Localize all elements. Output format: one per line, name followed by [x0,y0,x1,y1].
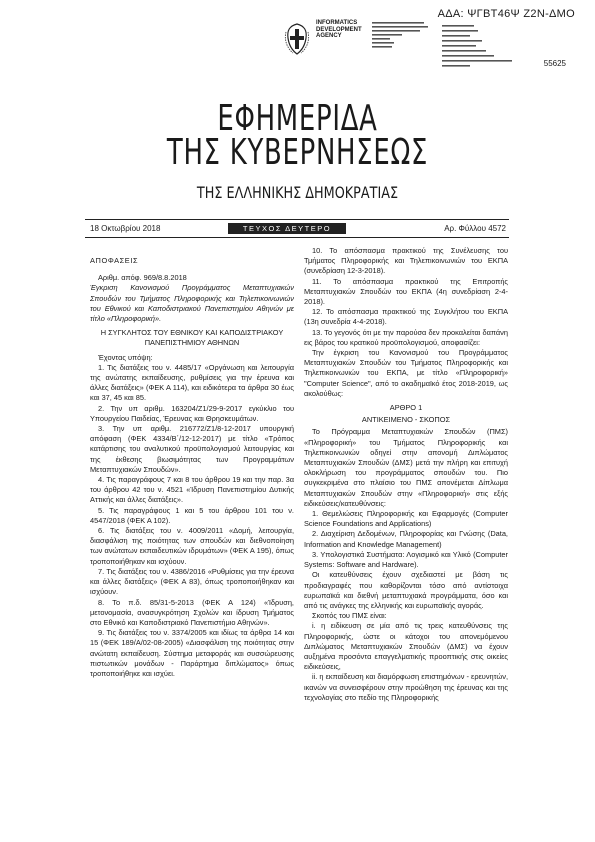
consideration-item: 13. Το γεγονός ότι με την παρούσα δεν προκαλείται δαπάνη εις βάρος του κρατικού προϋπολογισμού, αποφασίζει: [304,327,508,347]
consideration-item: 11. Το απόσπασμα πρακτικού της Επιτροπής Μεταπτυχιακών Σπουδών του ΕΚΠΑ (4η συνεδρίαση 2-4-2018). [304,276,508,307]
gazette-subtitle: ΤΗΣ ΕΛΛΗΝΙΚΗΣ ΔΗΜΟΚΡΑΤΙΑΣ [196,183,399,202]
header-rule-bottom [85,237,509,238]
consideration-item: 3. Την υπ αριθμ. 216772/Ζ1/8-12-2017 υπουργική απόφαση (ΦΕΚ 4334/Β΄/12-12-2017) με τίτλο «Τρόπος κατάρτισης του αναλυτικού προϋπολογισμού λειτουργίας και της έκθεσης βιωσιμότητας των Προγραμμάτων Μεταπτυχιακών Σπουδών». [90,424,294,474]
stamp-line: DEVELOPMENT [316,26,362,33]
decision-reference: Αριθμ. απόφ. 969/8.8.2018 [98,273,187,283]
purpose-item: ii. η εκπαίδευση και διαμόρφωση επιστημόνων - ερευνητών, ικανών να συνεισφέρουν στην προώθηση της έρευνας και της τεχνολογίας στο πεδίο της Πληροφορικής [304,672,508,702]
right-column [304,246,508,703]
consideration-item: 4. Τις παραγράφους 7 και 8 του άρθρου 19 και την παρ. 3α του άρθρου 42 του ν. 4521 «Ίδρυση Πανεπιστημίου Δυτικής Αττικής και άλλες διατάξεις». [90,475,294,505]
left-column [90,256,294,679]
issue-date: 18 Οκτωβρίου 2018 [90,224,161,233]
specialization-item: 3. Υπολογιστικά Συστήματα: Λογισμικό και Υλικό (Computer Systems: Software and Hardware). [304,549,508,570]
greek-coat-of-arms-icon [284,22,310,56]
considering-intro: Έχοντας υπόψη: [98,352,153,362]
specialization-item: 1. Θεμελιώσεις Πληροφορικής και Εφαρμογές (Computer Science Foundations and Applications) [304,509,508,529]
specialization-item: 2. Διαχείριση Δεδομένων, Πληροφορίας και Γνώσης (Data, Information and Knowledge Management) [304,529,508,549]
serial-number: 55625 [543,59,566,68]
stamp-fine-print-lines [372,21,432,61]
consideration-item: 10. Το απόσπασμα πρακτικού της Συνέλευσης του Τμήματος Πληροφορικής και Τηλεπικοινωνιών του ΕΚΠΑ (συνεδρίαση 12-3-2018). [304,246,508,276]
stamp-signature-block [442,24,520,73]
purpose-heading: Σκοπός του ΠΜΣ είναι: [312,611,387,621]
sheet-number: Αρ. Φύλλου 4572 [444,224,506,233]
section-heading: ΑΠΟΦΑΣΕΙΣ [90,256,139,265]
consideration-item: 1. Τις διατάξεις του ν. 4485/17 «Οργάνωση και λειτουργία της ανώτατης εκπαίδευσης, ρυθμίσεις για την έρευνα και άλλες διατάξεις» (ΦΕΚ Α 114), και ειδικότερα τα άρθρα 30 έως και 37, 45 και 85. [90,362,294,403]
stamp-line: INFORMATICS [316,20,358,26]
consideration-item: 9. Τις διατάξεις του ν. 3374/2005 και ιδίως τα άρθρα 14 και 15 (ΦΕΚ 189/Α/02-08-2005) «Διασφάλιση της ποιότητας στην ανώτατη εκπαίδευση. Σύστημα μεταφοράς και συσσώρευσης πιστωτικών μονάδων - Παράρτημα διπλώματος» όπως τροποποιήθηκε και ισχύει. [90,628,294,678]
issuing-authority: Η ΣΥΓΚΛΗΤΟΣ ΤΟΥ ΕΘΝΙΚΟΥ ΚΑΙ ΚΑΠΟΔΙΣΤΡΙΑΚΟΥ ΠΑΝΕΠΙΣΤΗΜΙΟΥ ΑΘΗΝΩΝ [100,328,284,348]
purpose-item: i. η ειδίκευση σε μία από τις τρεις κατευθύνσεις της Πληροφορικής, ώστε οι κάτοχοι του απονεμόμενου Διπλώματος Μεταπτυχιακών Σπουδών (ΔΜΣ) να έχουν αυξημένα προσόντα επαγγελματικής προοπτικής στις οικείες ειδικεύσεις, [304,621,508,672]
article-title: ΑΝΤΙΚΕΙΜΕΝΟ - ΣΚΟΠΟΣ [361,415,451,425]
consideration-item: 12. Το απόσπασμα πρακτικού της Συγκλήτου του ΕΚΠΑ (13η συνεδρία 4-4-2018). [304,307,508,327]
consideration-item: 5. Τις παραγράφους 1 και 5 του άρθρου 101 του ν. 4547/2018 (ΦΕΚ Α 102). [90,505,294,525]
consideration-item: 6. Τις διατάξεις του ν. 4009/2011 «Δομή, λειτουργία, διασφάλιση της ποιότητας των σπουδών και διεθνοποίηση των ανώτατων εκπαιδευτικών ιδρυμάτων» (ΦΕΚ Α 195), όπως τροποποιήθηκαν και ισχύουν. [90,526,294,566]
design-paragraph: Οι κατευθύνσεις έχουν σχεδιαστεί με βάση τις προδιαγραφές που καθορίζονται τόσο από αντίστοιχα ευρωπαϊκά και διεθνή μεταπτυχιακά προγράμματα, όσο και από τις ανάγκες της ελληνικής και ευρωπαϊκής αγοράς. [304,570,508,610]
consideration-item: 2. Την υπ αριθμ. 163204/Ζ1/29-9-2017 εγκύκλιο του Υπουργείου Παιδείας, Έρευνας και Θρησκευμάτων. [90,403,294,423]
approval-text: Την έγκριση του Κανονισμού του Προγράμματος Μεταπτυχιακών Σπουδών του Τμήματος Πληροφορικής και Τηλεπικοινωνιών του ΕΚΠΑ, με τίτλο «Πληροφορική» "Computer Science", από το ακαδημαϊκό έτος 2018-2019, ως ακολούθως: [304,348,508,398]
stamp-informatics [316,20,371,40]
stamp-signature-lines [442,24,520,72]
consideration-item: 8. Το π.δ. 85/31-5-2013 (ΦΕΚ Α 124) «Ίδρυση, μετονομασία, ανασυγκρότηση Σχολών και ίδρυση Τμήματος στο Εθνικό και Καποδιστριακό Πανεπιστήμιο Αθηνών». [90,597,294,627]
gazette-title-line2: ΤΗΣ ΚΥΒΕΡΝΗΣΕΩΣ [166,132,429,173]
consideration-item: 7. Τις διατάξεις του ν. 4386/2016 «Ρυθμίσεις για την έρευνα και άλλες διατάξεις» (ΦΕΚ Α 83), όπως τροποποιήθηκαν και ισχύουν. [90,566,294,597]
stamp-line: AGENCY [316,33,342,39]
stamp-fine-print [372,21,432,62]
article-number: ΑΡΘΡΟ 1 [389,403,423,413]
issue-badge: ΤΕΥΧΟΣ ΔΕΥΤΕΡΟ [228,223,346,234]
header-rule-top [85,219,509,220]
gazette-title: ΕΦΗΜΕΡΙΔΑ [217,98,378,139]
article-body: Το Πρόγραμμα Μεταπτυχιακών Σπουδών (ΠΜΣ) «Πληροφορική» του Τμήματος Πληροφορικής και Τηλεπικοινωνιών οδηγεί στην απονομή Διπλώματος Μεταπτυχιακών Σπουδών (ΔΜΣ) μετά την πλήρη και επιτυχή ολοκλήρωση του προγράμματος σπουδών του. Πιο συγκεκριμένα στο πλαίσιο του ΠΜΣ απονέμεται Δίπλωμα Μεταπτυχιακών Σπουδών στην «Πληροφορική» στις εξής ειδικεύσεις/κατευθύνσεις: [304,427,508,508]
ada-code: ΑΔΑ: ΨΓΒΤ46Ψ Ζ2Ν-ΔΜΟ [437,8,575,20]
decision-title: Έγκριση Κανονισμού Προγράμματος Μεταπτυχιακών Σπουδών του Τμήματος Πληροφορικής και Τηλεπικοινωνιών του Εθνικού και Καποδιστριακού Πανεπιστημίου Αθηνών με τίτλο «Πληροφορική». [90,283,294,324]
